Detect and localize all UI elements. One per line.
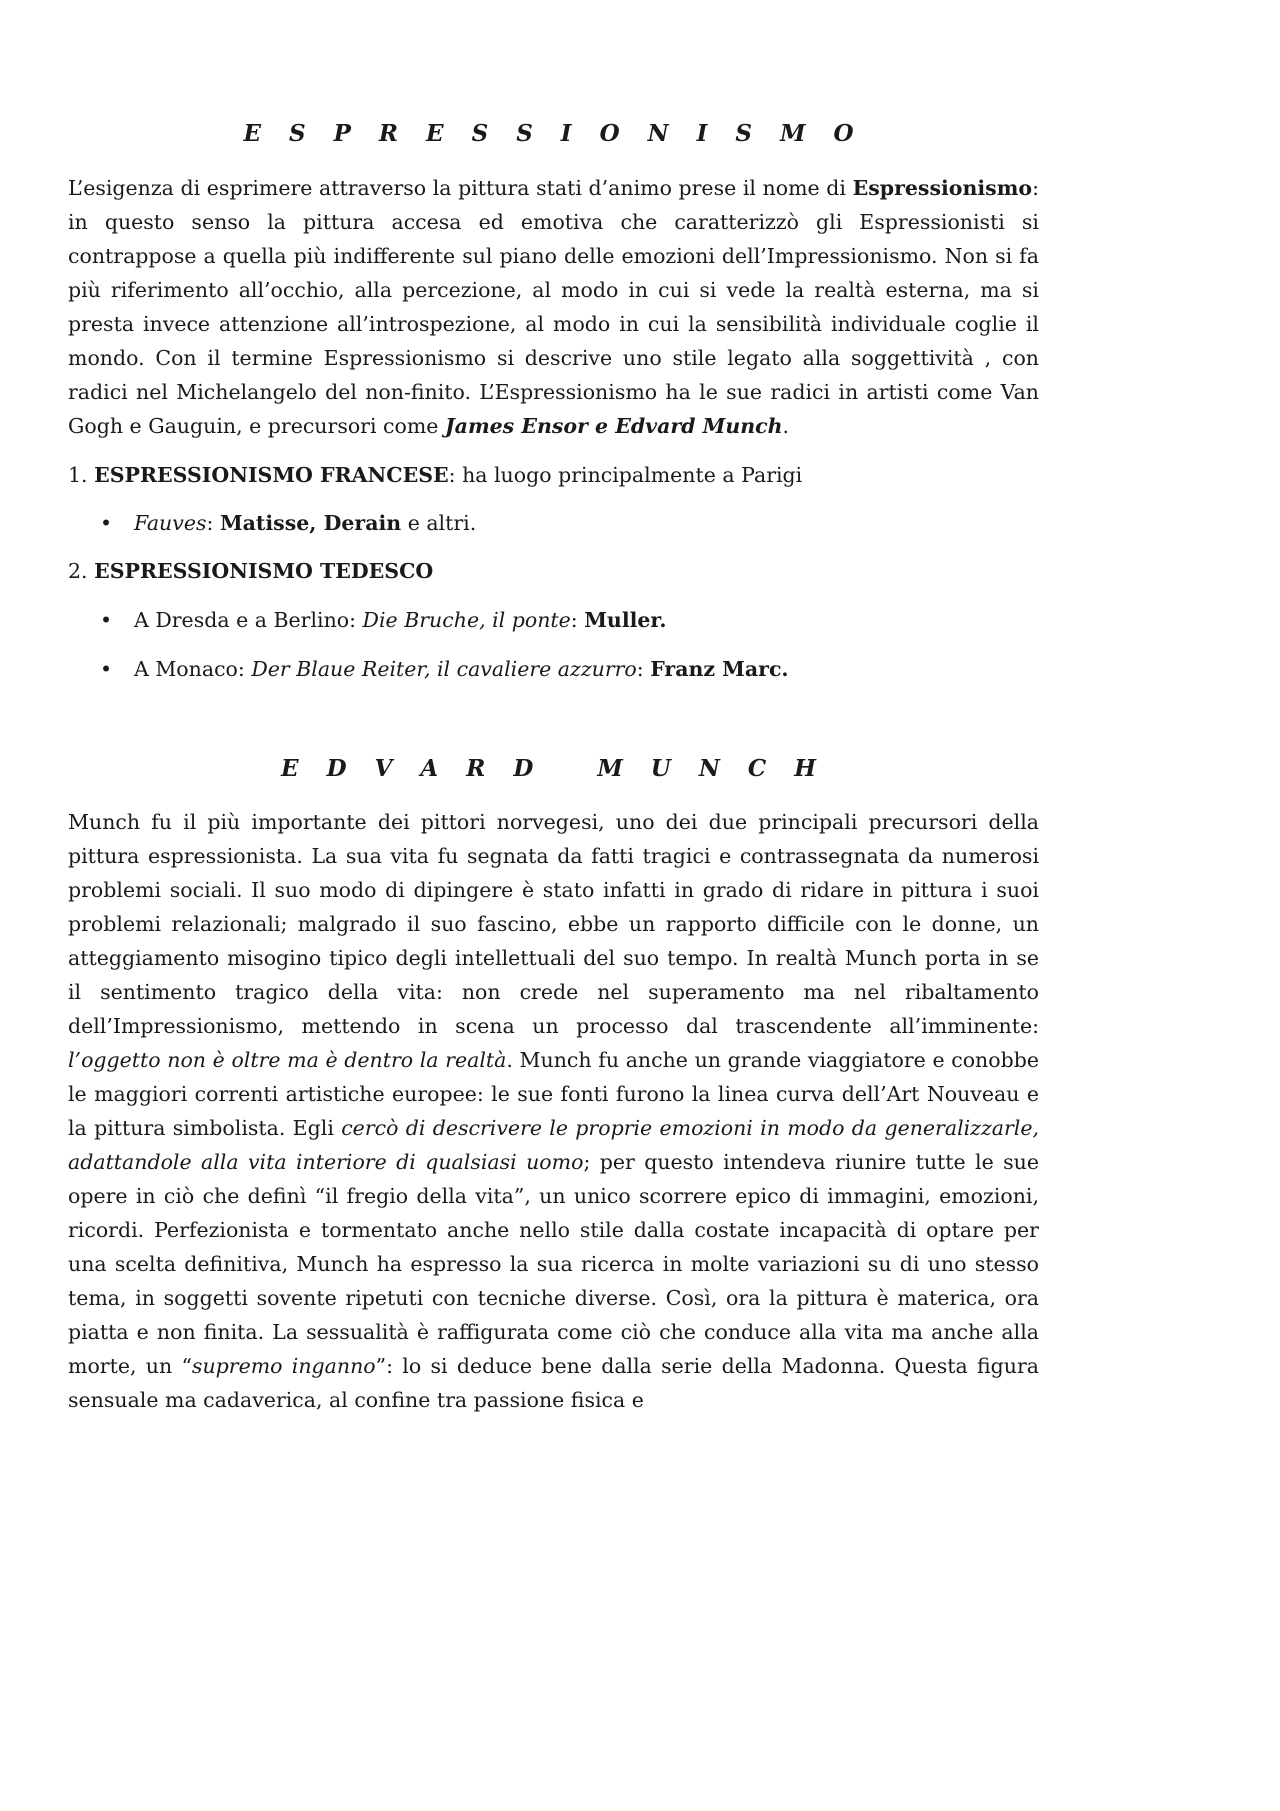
list-item-francese: 1. ESPRESSIONISMO FRANCESE: ha luogo principalmente a Parigi xyxy=(68,463,803,487)
munch-paragraph: Munch fu il più importante dei pittori norvegesi, uno dei due principali precursori della pittura espressionista. La sua vita fu segnata da fatti tragici e contrassegnata da numerosi problemi sociali. Il suo modo di dipingere è stato infatti in grado di ridare in pittura i suoi problemi relazionali; malgrado il suo fascino, ebbe un rapporto difficile con le donne, un atteggiamento misogino tipico degli intellettuali del suo tempo. In realtà Munch porta in se il sentimento tragico della vita: non crede nel superamento ma nel ribaltamento dell’Impressionismo, mettendo in scena un processo dal trascendente all’imminente: l’oggetto non è oltre ma è dentro la realtà. Munch fu anche un grande viaggiatore e conobbe le maggiori correnti artistiche europee: le sue fonti furono la linea curva dell’Art Nouveau e la pittura simbolista. Egli cercò di descrivere le proprie emozioni in modo da generalizzarle, adattandole alla vita interiore di qualsiasi uomo; per questo intendeva riunire tutte le sue opere in ciò che definì “il fregio della vita”, un unico scorrere epico di immagini, emozioni, ricordi. Perfezionista e tormentato anche nello stile dalla costate incapacità di optare per una scelta definitiva, Munch ha espresso la sua ricerca in molte variazioni su di uno stesso tema, in soggetti sovente ripetuti con tecniche diverse. Così, ora la pittura è materica, ora piatta e non finita. La sessualità è raffigurata come ciò che conduce alla vita ma anche alla morte, un “supremo inganno”: lo si deduce bene dalla serie della Madonna. Questa figura sensuale ma cadaverica, al confine tra passione fisica e xyxy=(68,810,1040,1412)
list-item-title: ESPRESSIONISMO FRANCESE xyxy=(94,463,449,487)
list-item-tedesco: 2. ESPRESSIONISMO TEDESCO xyxy=(68,559,434,583)
term-espressionismo: Espressionismo xyxy=(852,176,1033,200)
section-title-espressionismo: E S P R E S S I O N I S M O xyxy=(243,120,864,147)
bullet-monaco: • A Monaco: Der Blaue Reiter, il cavaliere azzurro: Franz Marc. xyxy=(68,652,1039,686)
list-item-title: ESPRESSIONISMO TEDESCO xyxy=(94,559,434,583)
precursors-names: James Ensor e Edvard Munch xyxy=(444,414,783,438)
bullet-dresda: • A Dresda e a Berlino: Die Bruche, il ponte: Muller. xyxy=(68,603,1039,637)
section-title-edvard-munch: E D V A R D M U N C H xyxy=(281,755,826,782)
intro-paragraph: L’esigenza di esprimere attraverso la pittura stati d’animo prese il nome di Espressionismo: in questo senso la pittura accesa ed emotiva che caratterizzò gli Espressionisti si contrappose a quella più indifferente sul piano delle emozioni dell’Impressionismo. Non si fa più riferimento all’occhio, alla percezione, al modo in cui si vede la realtà esterna, ma si presta invece attenzione all’introspezione, al modo in cui la sensibilità individuale coglie il mondo. Con il termine Espressionismo si descrive uno stile legato alla soggettività , con radici nel Michelangelo del non-finito. L’Espressionismo ha le sue radici in artisti come Van Gogh e Gauguin, e precursori come James Ensor e Edvard Munch. xyxy=(68,176,1039,438)
bullet-dot: • xyxy=(100,511,113,535)
document-page xyxy=(68,112,1039,1417)
bullet-dot: • xyxy=(100,608,113,632)
bullet-fauves: • Fauves: Matisse, Derain e altri. xyxy=(68,506,1039,540)
bullet-dot: • xyxy=(100,657,113,681)
